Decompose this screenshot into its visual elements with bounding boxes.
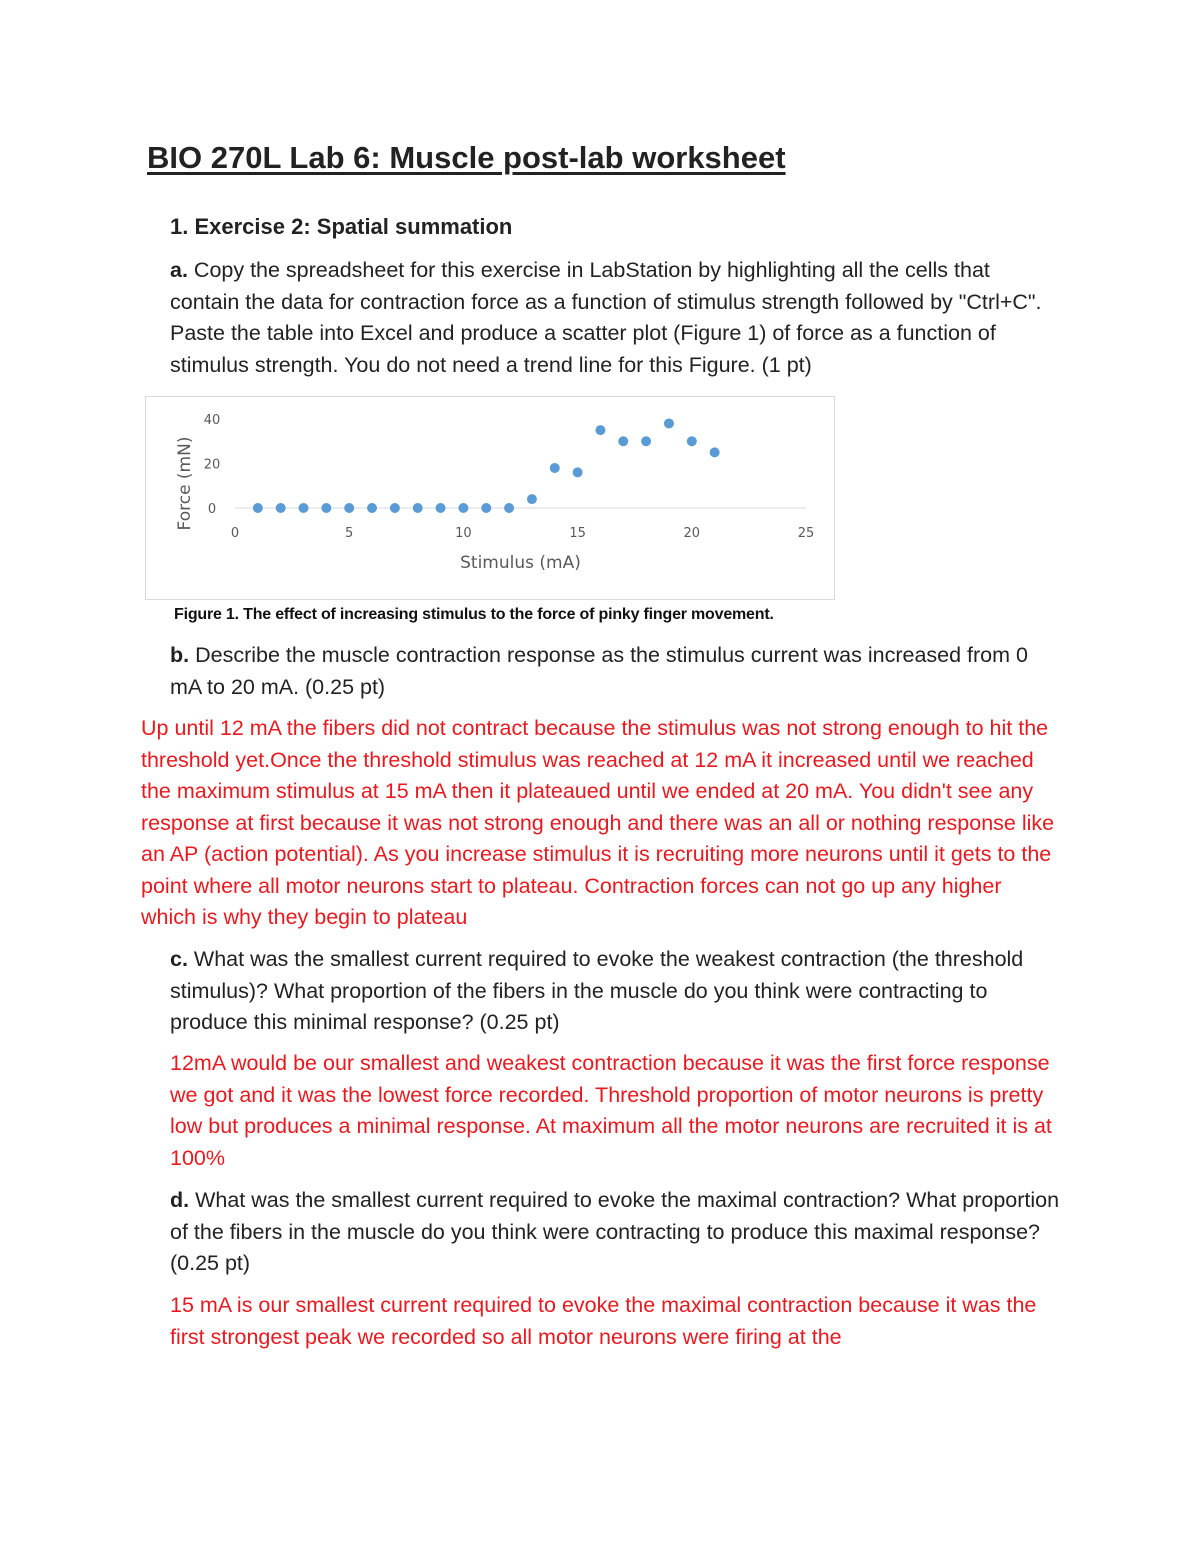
x-tick-label: 15 [569,526,586,541]
data-point [641,436,651,446]
data-point [436,503,446,513]
data-point [413,503,423,513]
data-point [504,503,514,513]
data-point [299,503,309,513]
data-point [595,425,605,435]
data-point [253,503,263,513]
question-b-label: b. [170,643,190,667]
question-d-label: d. [170,1188,190,1212]
x-tick-label: 5 [345,526,354,541]
data-point [344,503,354,513]
data-point [527,494,537,504]
y-axis-label: Force (mN) [175,436,195,531]
question-a-label: a. [170,258,188,282]
answer-d: 15 mA is our smallest current required to evoke the maximal contraction because it was the first strongest peak we recorded so all motor neurons were firing at the [170,1293,1037,1349]
question-a [170,255,1060,381]
data-point [664,418,674,428]
scatter-chart-svg [146,397,834,599]
x-axis-label: Stimulus (mA) [460,553,581,573]
data-point [367,503,377,513]
question-b-text: Describe the muscle contraction response as the stimulus current was increased from 0 mA to 20 mA. (0.25 pt) [170,643,1028,699]
answer-b: Up until 12 mA the fibers did not contract because the stimulus was not strong enough to hit the threshold yet.Once the threshold stimulus was reached at 12 mA it increased until we reached the maximum stimulus at 15 mA then it plateaued until we ended at 20 mA. You didn't see any response at first because it was not strong enough and there was an all or nothing response like an AP (action potential). As you increase stimulus it is recruiting more neurons until it gets to the point where all motor neurons start to plateau. Contraction forces can not go up any higher which is why they begin to plateau [141,716,1055,929]
question-c-label: c. [170,947,188,971]
data-point [390,503,400,513]
data-point [687,436,697,446]
x-tick-label: 25 [797,526,815,541]
data-point [618,436,628,446]
exercise-heading: 1. Exercise 2: Spatial summation [170,214,513,239]
question-d [170,1185,1060,1280]
data-point [321,503,331,513]
y-tick-label: 20 [203,457,221,473]
x-tick-label: 10 [455,526,472,541]
y-tick-labels [204,413,221,517]
data-point [573,467,583,477]
question-c-text: What was the smallest current required to evoke the weakest contraction (the threshold stimulus)? What proportion of the fibers in the muscle do you think were contracting to produce this minimal response? (0.25 pt) [170,947,1024,1034]
document-title: BIO 270L Lab 6: Muscle post-lab worksheet [147,140,786,175]
x-tick-labels [231,526,814,541]
data-point [550,463,560,473]
question-d-text: What was the smallest current required to evoke the maximal contraction? What proportion of the fibers in the muscle do you think were contracting to produce this maximal response? (0.25 pt) [170,1188,1060,1275]
question-c [170,944,1060,1039]
x-tick-label: 20 [683,526,701,541]
data-point [481,503,491,513]
figure-caption: Figure 1. The effect of increasing stimulus to the force of pinky finger movement. [174,606,774,623]
data-points [253,418,720,513]
data-point [276,503,286,513]
question-a-text: Copy the spreadsheet for this exercise in LabStation by highlighting all the cells that contain the data for contraction force as a function of stimulus strength followed by "Ctrl+C". Paste the table into Excel and produce a scatter plot (Figure 1) of force as a function of stimulus strength. You do not need a trend line for this Figure. (1 pt) [170,258,1042,377]
question-b [170,640,1060,703]
x-tick-label: 0 [230,526,240,541]
data-point [710,447,720,457]
answer-c: 12mA would be our smallest and weakest contraction because it was the first force response we got and it was the lowest force recorded. Threshold proportion of motor neurons is pretty low but produces a minimal response. At maximum all the motor neurons are recruited it is at 100% [170,1051,1052,1170]
scatter-chart [145,396,835,600]
y-tick-label: 0 [207,502,217,517]
data-point [458,503,468,513]
y-tick-label: 40 [203,413,221,428]
